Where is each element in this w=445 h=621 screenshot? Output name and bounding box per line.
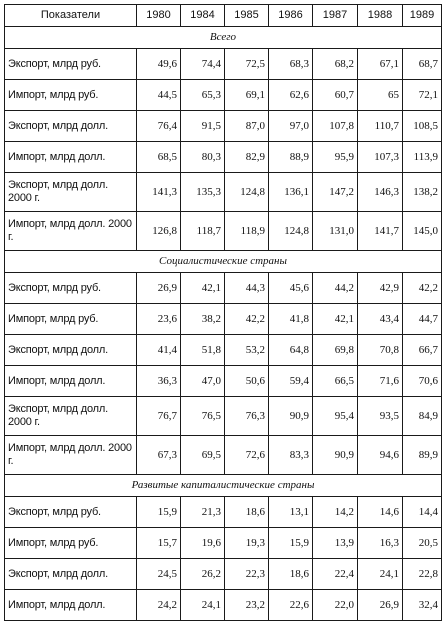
- year-header: 1989: [403, 5, 442, 27]
- row-label: Экспорт, млрд руб.: [5, 273, 137, 304]
- table-row: [5, 142, 442, 173]
- value-cell: 110,7: [358, 111, 403, 142]
- value-cell: 13,9: [313, 528, 358, 559]
- value-cell: 95,9: [313, 142, 358, 173]
- section-title: Социалистические страны: [5, 251, 442, 273]
- row-label: Экспорт, млрд долл.: [5, 111, 137, 142]
- value-cell: 53,2: [225, 335, 269, 366]
- value-cell: 97,0: [269, 111, 313, 142]
- value-cell: 89,9: [403, 436, 442, 475]
- value-cell: 13,1: [269, 497, 313, 528]
- value-cell: 118,7: [181, 212, 225, 251]
- value-cell: 95,4: [313, 397, 358, 436]
- year-header: 1986: [269, 5, 313, 27]
- value-cell: 22,3: [225, 559, 269, 590]
- value-cell: 45,6: [269, 273, 313, 304]
- table-row: [5, 497, 442, 528]
- value-cell: 41,8: [269, 304, 313, 335]
- value-cell: 32,4: [403, 590, 442, 621]
- value-cell: 66,5: [313, 366, 358, 397]
- value-cell: 22,6: [269, 590, 313, 621]
- value-cell: 60,7: [313, 80, 358, 111]
- table-row: [5, 304, 442, 335]
- value-cell: 93,5: [358, 397, 403, 436]
- table-row: [5, 436, 442, 475]
- value-cell: 14,6: [358, 497, 403, 528]
- section-title: Всего: [5, 27, 442, 49]
- value-cell: 23,2: [225, 590, 269, 621]
- table-row: [5, 590, 442, 621]
- value-cell: 49,6: [137, 49, 181, 80]
- value-cell: 76,3: [225, 397, 269, 436]
- value-cell: 21,3: [181, 497, 225, 528]
- value-cell: 141,3: [137, 173, 181, 212]
- value-cell: 23,6: [137, 304, 181, 335]
- value-cell: 136,1: [269, 173, 313, 212]
- value-cell: 44,2: [313, 273, 358, 304]
- table-row: [5, 528, 442, 559]
- value-cell: 67,1: [358, 49, 403, 80]
- value-cell: 69,1: [225, 80, 269, 111]
- value-cell: 91,5: [181, 111, 225, 142]
- row-label: Импорт, млрд долл. 2000 г.: [5, 212, 137, 251]
- value-cell: 90,9: [313, 436, 358, 475]
- value-cell: 42,2: [225, 304, 269, 335]
- table-row: [5, 559, 442, 590]
- value-cell: 44,3: [225, 273, 269, 304]
- row-label: Экспорт, млрд долл.: [5, 335, 137, 366]
- value-cell: 42,1: [313, 304, 358, 335]
- value-cell: 87,0: [225, 111, 269, 142]
- value-cell: 145,0: [403, 212, 442, 251]
- row-label: Экспорт, млрд долл. 2000 г.: [5, 173, 137, 212]
- value-cell: 72,1: [403, 80, 442, 111]
- table-row: [5, 173, 442, 212]
- value-cell: 43,4: [358, 304, 403, 335]
- value-cell: 80,3: [181, 142, 225, 173]
- value-cell: 20,5: [403, 528, 442, 559]
- row-label: Импорт, млрд руб.: [5, 80, 137, 111]
- value-cell: 118,9: [225, 212, 269, 251]
- value-cell: 42,2: [403, 273, 442, 304]
- value-cell: 131,0: [313, 212, 358, 251]
- table-row: [5, 111, 442, 142]
- value-cell: 24,1: [181, 590, 225, 621]
- value-cell: 107,3: [358, 142, 403, 173]
- value-cell: 14,4: [403, 497, 442, 528]
- year-header: 1985: [225, 5, 269, 27]
- value-cell: 59,4: [269, 366, 313, 397]
- value-cell: 84,9: [403, 397, 442, 436]
- value-cell: 42,1: [181, 273, 225, 304]
- value-cell: 147,2: [313, 173, 358, 212]
- value-cell: 68,3: [269, 49, 313, 80]
- value-cell: 82,9: [225, 142, 269, 173]
- value-cell: 44,5: [137, 80, 181, 111]
- trade-table: [4, 4, 442, 621]
- value-cell: 83,3: [269, 436, 313, 475]
- value-cell: 22,4: [313, 559, 358, 590]
- value-cell: 42,9: [358, 273, 403, 304]
- row-label: Импорт, млрд долл.: [5, 366, 137, 397]
- table-row: [5, 212, 442, 251]
- value-cell: 138,2: [403, 173, 442, 212]
- table-body: [5, 27, 442, 621]
- value-cell: 68,5: [137, 142, 181, 173]
- value-cell: 113,9: [403, 142, 442, 173]
- value-cell: 22,8: [403, 559, 442, 590]
- value-cell: 18,6: [225, 497, 269, 528]
- year-header: 1980: [137, 5, 181, 27]
- table-row: [5, 80, 442, 111]
- section-row: [5, 475, 442, 497]
- value-cell: 18,6: [269, 559, 313, 590]
- row-label: Экспорт, млрд руб.: [5, 49, 137, 80]
- value-cell: 26,2: [181, 559, 225, 590]
- value-cell: 76,7: [137, 397, 181, 436]
- value-cell: 67,3: [137, 436, 181, 475]
- value-cell: 65,3: [181, 80, 225, 111]
- value-cell: 71,6: [358, 366, 403, 397]
- value-cell: 68,7: [403, 49, 442, 80]
- value-cell: 72,6: [225, 436, 269, 475]
- value-cell: 44,7: [403, 304, 442, 335]
- value-cell: 65: [358, 80, 403, 111]
- row-label: Импорт, млрд долл.: [5, 142, 137, 173]
- year-header: 1987: [313, 5, 358, 27]
- row-label: Экспорт, млрд руб.: [5, 497, 137, 528]
- row-label: Экспорт, млрд долл. 2000 г.: [5, 397, 137, 436]
- value-cell: 108,5: [403, 111, 442, 142]
- table-row: [5, 366, 442, 397]
- value-cell: 24,5: [137, 559, 181, 590]
- value-cell: 47,0: [181, 366, 225, 397]
- table-row: [5, 49, 442, 80]
- value-cell: 107,8: [313, 111, 358, 142]
- value-cell: 66,7: [403, 335, 442, 366]
- table-row: [5, 273, 442, 304]
- section-title: Развитые капиталистические страны: [5, 475, 442, 497]
- year-header: 1984: [181, 5, 225, 27]
- section-row: [5, 251, 442, 273]
- year-header: 1988: [358, 5, 403, 27]
- value-cell: 36,3: [137, 366, 181, 397]
- value-cell: 124,8: [225, 173, 269, 212]
- header-row: [5, 5, 442, 27]
- value-cell: 22,0: [313, 590, 358, 621]
- value-cell: 74,4: [181, 49, 225, 80]
- value-cell: 26,9: [358, 590, 403, 621]
- value-cell: 141,7: [358, 212, 403, 251]
- value-cell: 41,4: [137, 335, 181, 366]
- value-cell: 76,5: [181, 397, 225, 436]
- row-label: Импорт, млрд руб.: [5, 304, 137, 335]
- value-cell: 24,1: [358, 559, 403, 590]
- value-cell: 64,8: [269, 335, 313, 366]
- value-cell: 70,8: [358, 335, 403, 366]
- row-label: Импорт, млрд руб.: [5, 528, 137, 559]
- value-cell: 16,3: [358, 528, 403, 559]
- row-label: Импорт, млрд долл.: [5, 590, 137, 621]
- value-cell: 15,9: [269, 528, 313, 559]
- value-cell: 70,6: [403, 366, 442, 397]
- value-cell: 19,6: [181, 528, 225, 559]
- value-cell: 135,3: [181, 173, 225, 212]
- value-cell: 68,2: [313, 49, 358, 80]
- value-cell: 19,3: [225, 528, 269, 559]
- value-cell: 69,8: [313, 335, 358, 366]
- value-cell: 26,9: [137, 273, 181, 304]
- row-label: Экспорт, млрд долл.: [5, 559, 137, 590]
- value-cell: 62,6: [269, 80, 313, 111]
- value-cell: 90,9: [269, 397, 313, 436]
- value-cell: 126,8: [137, 212, 181, 251]
- value-cell: 15,9: [137, 497, 181, 528]
- value-cell: 51,8: [181, 335, 225, 366]
- indicator-header: Показатели: [5, 5, 137, 27]
- value-cell: 124,8: [269, 212, 313, 251]
- table-row: [5, 397, 442, 436]
- value-cell: 14,2: [313, 497, 358, 528]
- value-cell: 69,5: [181, 436, 225, 475]
- value-cell: 15,7: [137, 528, 181, 559]
- value-cell: 88,9: [269, 142, 313, 173]
- value-cell: 146,3: [358, 173, 403, 212]
- value-cell: 72,5: [225, 49, 269, 80]
- table-row: [5, 335, 442, 366]
- value-cell: 50,6: [225, 366, 269, 397]
- value-cell: 38,2: [181, 304, 225, 335]
- section-row: [5, 27, 442, 49]
- value-cell: 76,4: [137, 111, 181, 142]
- row-label: Импорт, млрд долл. 2000 г.: [5, 436, 137, 475]
- value-cell: 24,2: [137, 590, 181, 621]
- value-cell: 94,6: [358, 436, 403, 475]
